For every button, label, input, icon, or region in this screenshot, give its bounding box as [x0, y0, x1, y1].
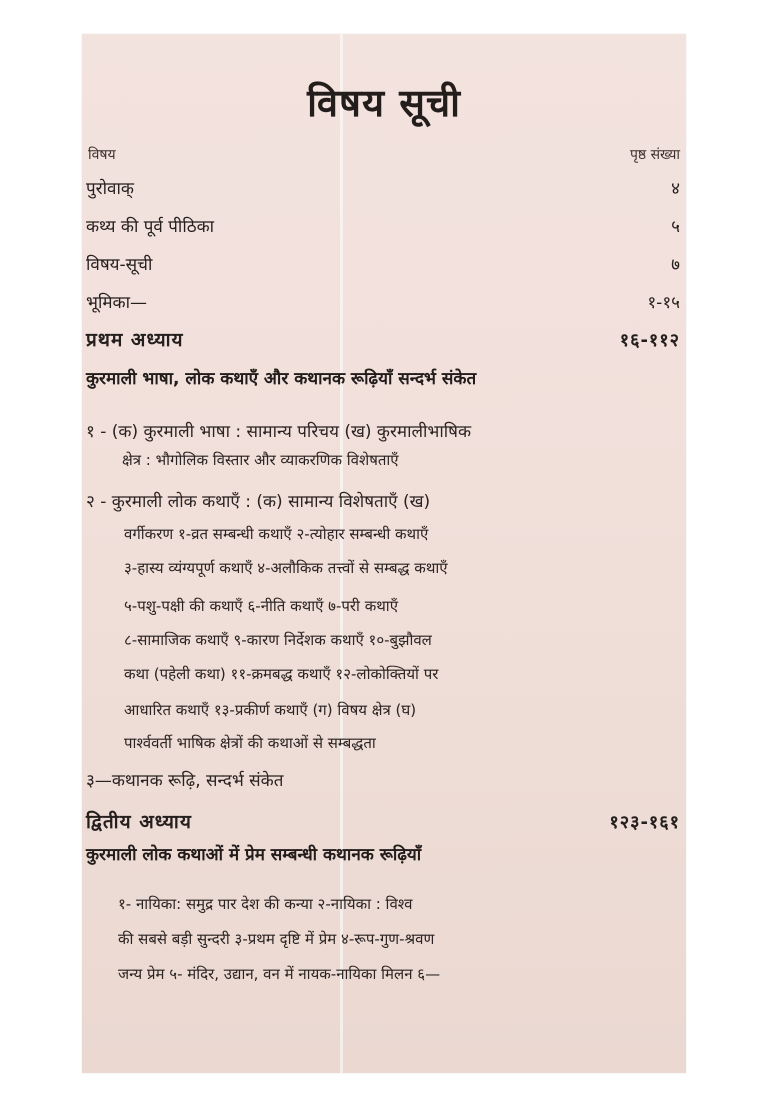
chapter-1-line: १ - (क) कुरमाली भाषा : सामान्य परिचय (ख) कुरमालीभाषिक: [86, 422, 472, 442]
toc-entry-label: विषय-सूची: [86, 255, 153, 275]
chapter-1-heading: प्रथम अध्याय: [86, 329, 184, 351]
chapter-1-line: कथा (पहेली कथा) ११-क्रमबद्ध कथाएँ १२-लोकोक्तियों पर: [124, 665, 439, 683]
chapter-2-line: १- नायिका: समुद्र पार देश की कन्या २-नायिका : विश्व: [118, 895, 413, 913]
column-header-page-number: पृष्ठ संख्या: [629, 147, 680, 163]
chapter-1-heading-row: [86, 326, 680, 352]
toc-entry: [86, 176, 680, 199]
document-page: [82, 34, 686, 1073]
chapter-1-subtitle: कुरमाली भाषा, लोक कथाएँ और कथानक रूढ़ियाँ सन्दर्भ संकेत: [86, 369, 477, 389]
chapter-1-line: ३-हास्य व्यंग्यपूर्ण कथाएँ ४-अलौकिक तत्त्वों से सम्बद्ध कथाएँ: [124, 559, 448, 577]
chapter-1-pages: १६-११२: [619, 330, 680, 351]
toc-entry-label: पुरोवाक्: [86, 179, 134, 199]
chapter-1-line: ३—कथानक रूढ़ि, सन्दर्भ संकेत: [86, 771, 284, 791]
chapter-1-line: क्षेत्र : भौगोलिक विस्तार और व्याकरणिक विशेषताएँ: [122, 451, 399, 469]
toc-entry-label: भूमिका—: [86, 293, 147, 313]
page-title: विषय सूची: [307, 81, 461, 125]
toc-entry-page: ४: [671, 179, 680, 199]
chapter-1-line: ५-पशु-पक्षी की कथाएँ ६-नीति कथाएँ ७-परी कथाएँ: [124, 597, 398, 615]
chapter-1-line: आधारित कथाएँ १३-प्रकीर्ण कथाएँ (ग) विषय क्षेत्र (घ): [124, 701, 417, 719]
toc-entry: [86, 290, 680, 313]
chapter-2-line: जन्य प्रेम ५- मंदिर, उद्यान, वन में नायक-नायिका मिलन ६—: [118, 965, 441, 983]
column-header-subject: विषय: [88, 147, 116, 163]
chapter-2-heading-row: [86, 808, 680, 834]
toc-entry: [86, 214, 680, 237]
toc-entry: [86, 252, 680, 275]
chapter-2-subtitle: कुरमाली लोक कथाओं में प्रेम सम्बन्धी कथानक रूढ़ियाँ: [86, 845, 422, 865]
chapter-2-heading: द्वितीय अध्याय: [86, 811, 192, 833]
chapter-1-line: २ - कुरमाली लोक कथाएँ : (क) सामान्य विशेषताएँ (ख): [86, 492, 431, 512]
chapter-1-line: पार्श्ववर्ती भाषिक क्षेत्रों की कथाओं से सम्बद्धता: [124, 734, 376, 752]
chapter-2-pages: १२३-१६१: [609, 812, 680, 833]
toc-entry-page: ५: [671, 217, 680, 237]
toc-entry-label: कथ्य की पूर्व पीठिका: [86, 217, 215, 237]
toc-entry-page: ७: [671, 255, 680, 275]
chapter-2-line: की सबसे बड़ी सुन्दरी ३-प्रथम दृष्टि में प्रेम ४-रूप-गुण-श्रवण: [118, 930, 435, 948]
toc-entry-page: १-१५: [647, 293, 680, 313]
chapter-1-line: ८-सामाजिक कथाएँ ९-कारण निर्देशक कथाएँ १०-बुझौवल: [124, 631, 432, 649]
chapter-1-line: वर्गीकरण १-व्रत सम्बन्धी कथाएँ २-त्योहार सम्बन्धी कथाएँ: [124, 525, 429, 543]
